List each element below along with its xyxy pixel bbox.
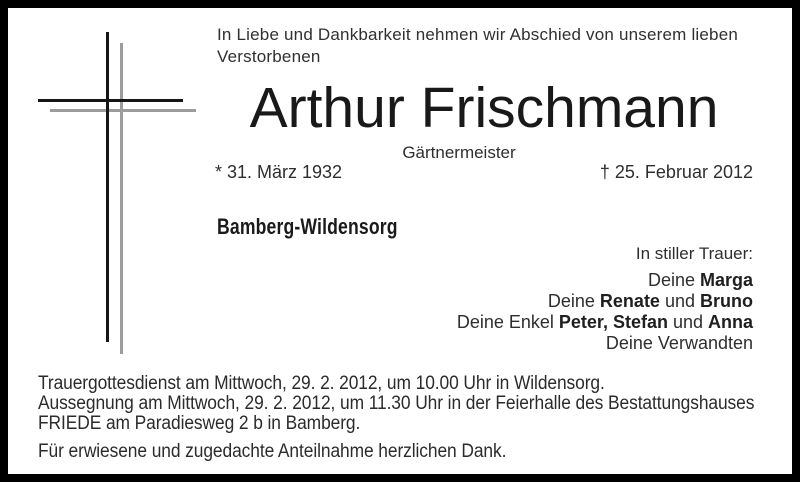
mourner-line [457, 270, 753, 291]
mourner-name: Anna [708, 312, 753, 332]
mourner-line [457, 333, 753, 354]
deceased-name: Arthur Frischmann [249, 76, 719, 140]
mourning-block [457, 243, 753, 354]
mourner-name: Peter, Stefan [558, 312, 668, 332]
mourner-name: Renate [599, 291, 660, 311]
mourner-text: Deine Enkel [456, 312, 559, 332]
mourning-heading: In stiller Trauer: [635, 244, 753, 263]
mourner-name: Marga [699, 270, 753, 290]
service-info [38, 374, 778, 462]
death-date: † 25. Februar 2012 [599, 162, 753, 182]
thanks-line: Für erwiesene und zugedachte Anteilnahme herzlichen Dank. [38, 441, 507, 462]
residence: Bamberg-Wildensorg [217, 214, 398, 239]
mourner-text: Deine [647, 270, 700, 290]
cross-shadow-vertical [120, 43, 123, 354]
mourner-name: Bruno [700, 291, 753, 311]
deceased-profession: Gärtnermeister [402, 143, 516, 162]
mourner-text: und [667, 312, 708, 332]
mourner-text: und [659, 291, 700, 311]
service-line-blessing [38, 393, 755, 434]
cross-shadow-horizontal [50, 109, 196, 112]
intro-line-1: In Liebe und Dankbarkeit nehmen wir Abschied von unserem lieben [217, 25, 739, 44]
mourner-line [457, 291, 753, 312]
intro-text [217, 24, 777, 68]
mourner-text: Deine Verwandten [605, 333, 753, 353]
mourner-text: Deine [547, 291, 600, 311]
birth-date: * 31. März 1932 [215, 162, 343, 182]
blessing-text-1: Aussegnung am Mittwoch, 29. 2. 2012, um 11.30 Uhr in der Feierhalle des Bestattungshauses [38, 393, 755, 414]
life-dates [215, 161, 753, 183]
blessing-text-2: FRIEDE am Paradiesweg 2 b in Bamberg. [38, 413, 361, 434]
cross-vertical [106, 32, 109, 342]
mourner-line [457, 312, 753, 333]
service-line-funeral: Trauergottesdienst am Mittwoch, 29. 2. 2012, um 10.00 Uhr in Wildensorg. [38, 373, 605, 394]
cross-horizontal [38, 99, 183, 102]
intro-line-2: Verstorbenen [217, 47, 321, 66]
